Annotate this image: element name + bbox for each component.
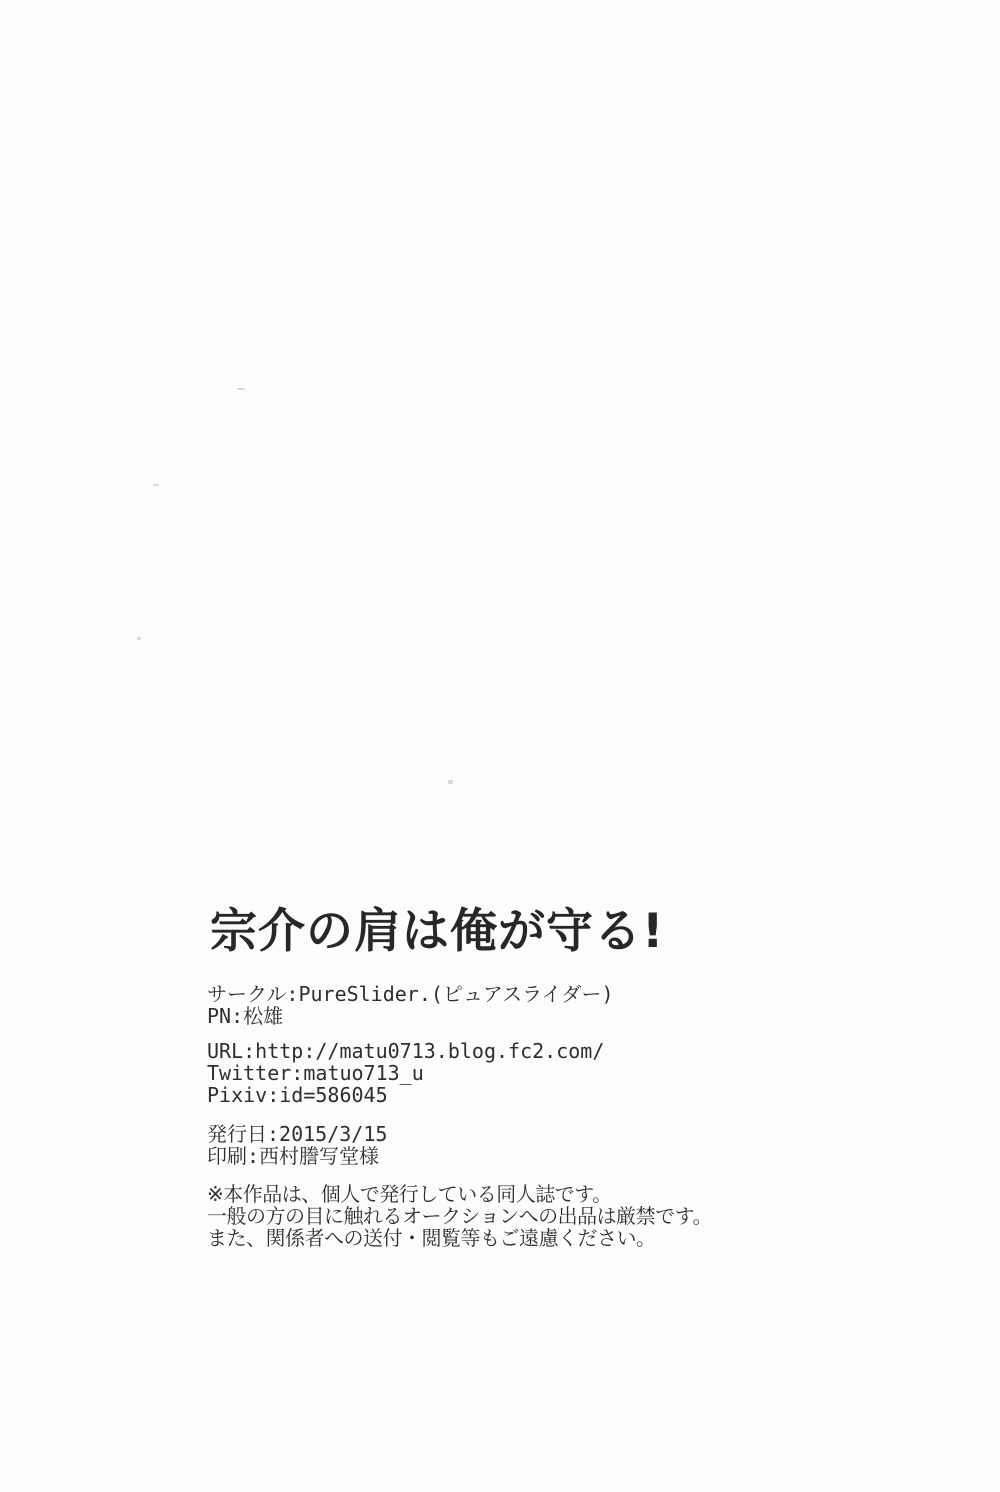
publication-info-block	[207, 1123, 387, 1167]
auction-notice-block	[207, 1183, 712, 1249]
pen-name-line: PN:松雄	[207, 1004, 284, 1028]
circle-info-block	[207, 983, 614, 1027]
url-line: URL:http://matu0713.blog.fc2.com/	[207, 1039, 605, 1063]
scan-speck	[153, 484, 159, 486]
page-title: 宗介の肩は俺が守る!	[210, 904, 665, 959]
circle-name-line: サークル:PureSlider.(ピュアスライダー)	[207, 982, 614, 1006]
publish-date-line: 発行日:2015/3/15	[207, 1122, 388, 1146]
scan-speck	[448, 780, 453, 784]
printer-line: 印刷:西村謄写堂様	[207, 1144, 380, 1168]
pixiv-line: Pixiv:id=586045	[207, 1083, 388, 1107]
scan-speck	[237, 388, 245, 390]
notice-line-3: また、関係者への送付・閲覧等もご遠慮ください。	[207, 1226, 656, 1250]
contact-links-block	[207, 1040, 604, 1106]
notice-line-2: 一般の方の目に触れるオークションへの出品は厳禁です。	[207, 1204, 712, 1228]
twitter-line: Twitter:matuo713_u	[207, 1061, 424, 1085]
notice-line-1: ※本作品は、個人で発行している同人誌です。	[207, 1182, 612, 1206]
scan-speck	[137, 637, 141, 640]
